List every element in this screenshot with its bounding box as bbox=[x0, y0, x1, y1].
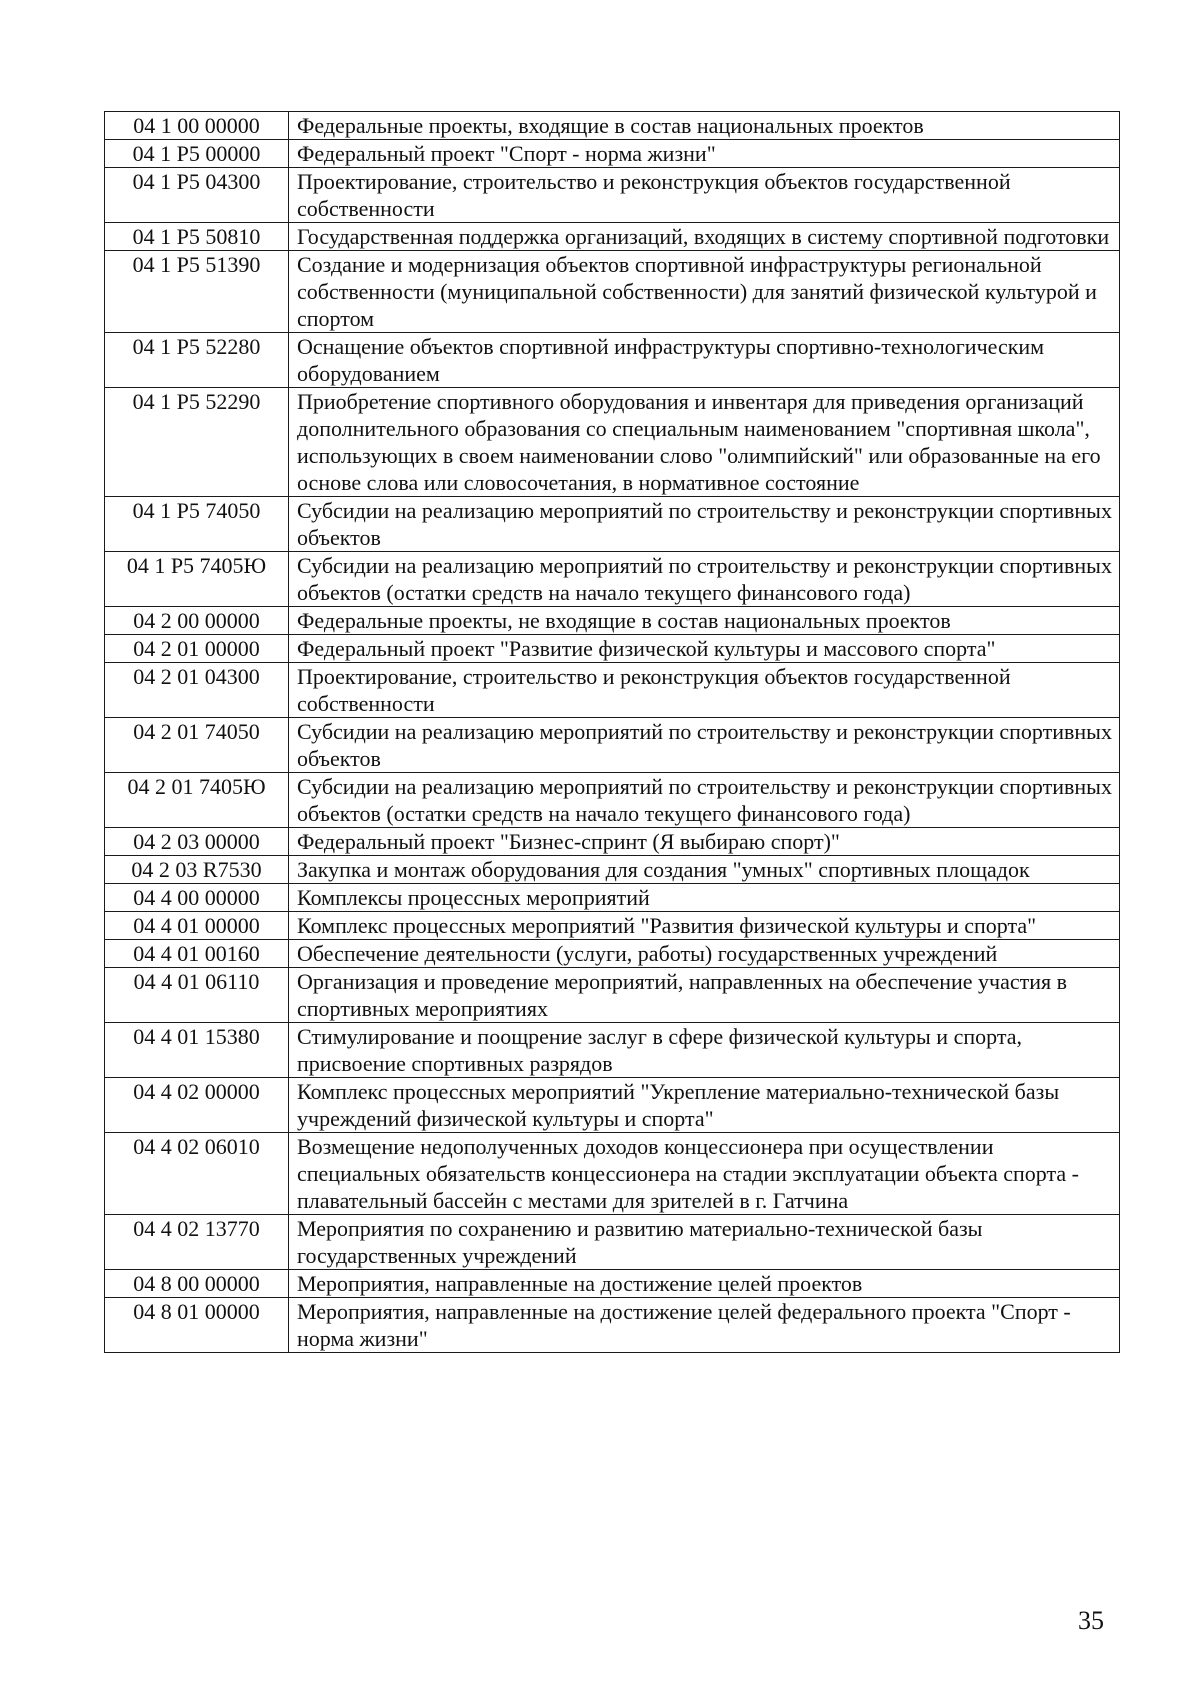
table-row bbox=[105, 112, 1120, 140]
name-cell: Государственная поддержка организаций, входящих в систему спортивной подготовки bbox=[289, 223, 1120, 251]
table-row bbox=[105, 607, 1120, 635]
name-cell: Субсидии на реализацию мероприятий по строительству и реконструкции спортивных объектов bbox=[289, 497, 1120, 552]
name-cell: Федеральные проекты, не входящие в состав национальных проектов bbox=[289, 607, 1120, 635]
name-cell: Федеральный проект "Бизнес-спринт (Я выбираю спорт)" bbox=[289, 828, 1120, 856]
code-cell: 04 4 01 15380 bbox=[105, 1023, 289, 1078]
table-body bbox=[105, 112, 1120, 1353]
code-cell: 04 2 03 R7530 bbox=[105, 856, 289, 884]
code-cell: 04 1 P5 52290 bbox=[105, 388, 289, 497]
code-cell: 04 4 00 00000 bbox=[105, 884, 289, 912]
table-row bbox=[105, 718, 1120, 773]
code-cell: 04 4 02 00000 bbox=[105, 1078, 289, 1133]
table-row bbox=[105, 940, 1120, 968]
table-row bbox=[105, 333, 1120, 388]
table-row bbox=[105, 251, 1120, 333]
code-cell: 04 4 01 06110 bbox=[105, 968, 289, 1023]
code-cell: 04 1 P5 50810 bbox=[105, 223, 289, 251]
code-cell: 04 2 01 74050 bbox=[105, 718, 289, 773]
name-cell: Проектирование, строительство и реконструкция объектов государственной собственности bbox=[289, 168, 1120, 223]
code-cell: 04 1 P5 04300 bbox=[105, 168, 289, 223]
table-row bbox=[105, 223, 1120, 251]
name-cell: Комплексы процессных мероприятий bbox=[289, 884, 1120, 912]
name-cell: Федеральный проект "Развитие физической культуры и массового спорта" bbox=[289, 635, 1120, 663]
table-row bbox=[105, 1298, 1120, 1353]
name-cell: Федеральные проекты, входящие в состав национальных проектов bbox=[289, 112, 1120, 140]
table-row bbox=[105, 912, 1120, 940]
name-cell: Субсидии на реализацию мероприятий по строительству и реконструкции спортивных объектов (остатки средств на начало текущего финансового года) bbox=[289, 773, 1120, 828]
code-cell: 04 1 P5 00000 bbox=[105, 140, 289, 168]
name-cell: Проектирование, строительство и реконструкция объектов государственной собственности bbox=[289, 663, 1120, 718]
code-cell: 04 8 00 00000 bbox=[105, 1270, 289, 1298]
code-cell: 04 8 01 00000 bbox=[105, 1298, 289, 1353]
name-cell: Субсидии на реализацию мероприятий по строительству и реконструкции спортивных объектов (остатки средств на начало текущего финансового года) bbox=[289, 552, 1120, 607]
code-cell: 04 2 03 00000 bbox=[105, 828, 289, 856]
name-cell: Комплекс процессных мероприятий "Развития физической культуры и спорта" bbox=[289, 912, 1120, 940]
table-row bbox=[105, 884, 1120, 912]
name-cell: Мероприятия по сохранению и развитию материально-технической базы государственных учреждений bbox=[289, 1215, 1120, 1270]
table-row bbox=[105, 1023, 1120, 1078]
budget-code-table bbox=[104, 111, 1120, 1353]
table-row bbox=[105, 497, 1120, 552]
name-cell: Создание и модернизация объектов спортивной инфраструктуры региональной собственности (муниципальной собственности) для занятий физической культурой и спортом bbox=[289, 251, 1120, 333]
table-row bbox=[105, 856, 1120, 884]
page-number: 35 bbox=[1078, 1606, 1104, 1635]
name-cell: Приобретение спортивного оборудования и инвентаря для приведения организаций дополнительного образования со специальным наименованием "спортивная школа", использующих в своем наименовании слово "олимпийский" или образованные на его основе слова или словосочетания, в нормативное состояние bbox=[289, 388, 1120, 497]
table-row bbox=[105, 168, 1120, 223]
code-cell: 04 2 01 7405Ю bbox=[105, 773, 289, 828]
name-cell: Субсидии на реализацию мероприятий по строительству и реконструкции спортивных объектов bbox=[289, 718, 1120, 773]
code-cell: 04 1 P5 74050 bbox=[105, 497, 289, 552]
table-row bbox=[105, 1215, 1120, 1270]
name-cell: Стимулирование и поощрение заслуг в сфере физической культуры и спорта, присвоение спортивных разрядов bbox=[289, 1023, 1120, 1078]
code-cell: 04 4 01 00000 bbox=[105, 912, 289, 940]
code-cell: 04 4 01 00160 bbox=[105, 940, 289, 968]
name-cell: Федеральный проект "Спорт - норма жизни" bbox=[289, 140, 1120, 168]
code-cell: 04 1 P5 7405Ю bbox=[105, 552, 289, 607]
code-cell: 04 1 P5 51390 bbox=[105, 251, 289, 333]
name-cell: Мероприятия, направленные на достижение целей федерального проекта "Спорт - норма жизни" bbox=[289, 1298, 1120, 1353]
table-row bbox=[105, 663, 1120, 718]
table-row bbox=[105, 968, 1120, 1023]
code-cell: 04 4 02 06010 bbox=[105, 1133, 289, 1215]
table-row bbox=[105, 635, 1120, 663]
name-cell: Возмещение недополученных доходов концессионера при осуществлении специальных обязательств концессионера на стадии эксплуатации объекта спорта - плавательный бассейн с местами для зрителей в г. Гатчина bbox=[289, 1133, 1120, 1215]
table-row bbox=[105, 140, 1120, 168]
table-row bbox=[105, 1078, 1120, 1133]
table-row bbox=[105, 1270, 1120, 1298]
name-cell: Закупка и монтаж оборудования для создания "умных" спортивных площадок bbox=[289, 856, 1120, 884]
table-row bbox=[105, 552, 1120, 607]
table-row bbox=[105, 1133, 1120, 1215]
table-row bbox=[105, 828, 1120, 856]
name-cell: Оснащение объектов спортивной инфраструктуры спортивно-технологическим оборудованием bbox=[289, 333, 1120, 388]
code-cell: 04 2 00 00000 bbox=[105, 607, 289, 635]
code-cell: 04 2 01 04300 bbox=[105, 663, 289, 718]
table-row bbox=[105, 388, 1120, 497]
code-cell: 04 1 P5 52280 bbox=[105, 333, 289, 388]
code-cell: 04 4 02 13770 bbox=[105, 1215, 289, 1270]
name-cell: Организация и проведение мероприятий, направленных на обеспечение участия в спортивных мероприятиях bbox=[289, 968, 1120, 1023]
name-cell: Комплекс процессных мероприятий "Укрепление материально-технической базы учреждений физической культуры и спорта" bbox=[289, 1078, 1120, 1133]
code-cell: 04 2 01 00000 bbox=[105, 635, 289, 663]
table-row bbox=[105, 773, 1120, 828]
name-cell: Мероприятия, направленные на достижение целей проектов bbox=[289, 1270, 1120, 1298]
code-cell: 04 1 00 00000 bbox=[105, 112, 289, 140]
name-cell: Обеспечение деятельности (услуги, работы) государственных учреждений bbox=[289, 940, 1120, 968]
